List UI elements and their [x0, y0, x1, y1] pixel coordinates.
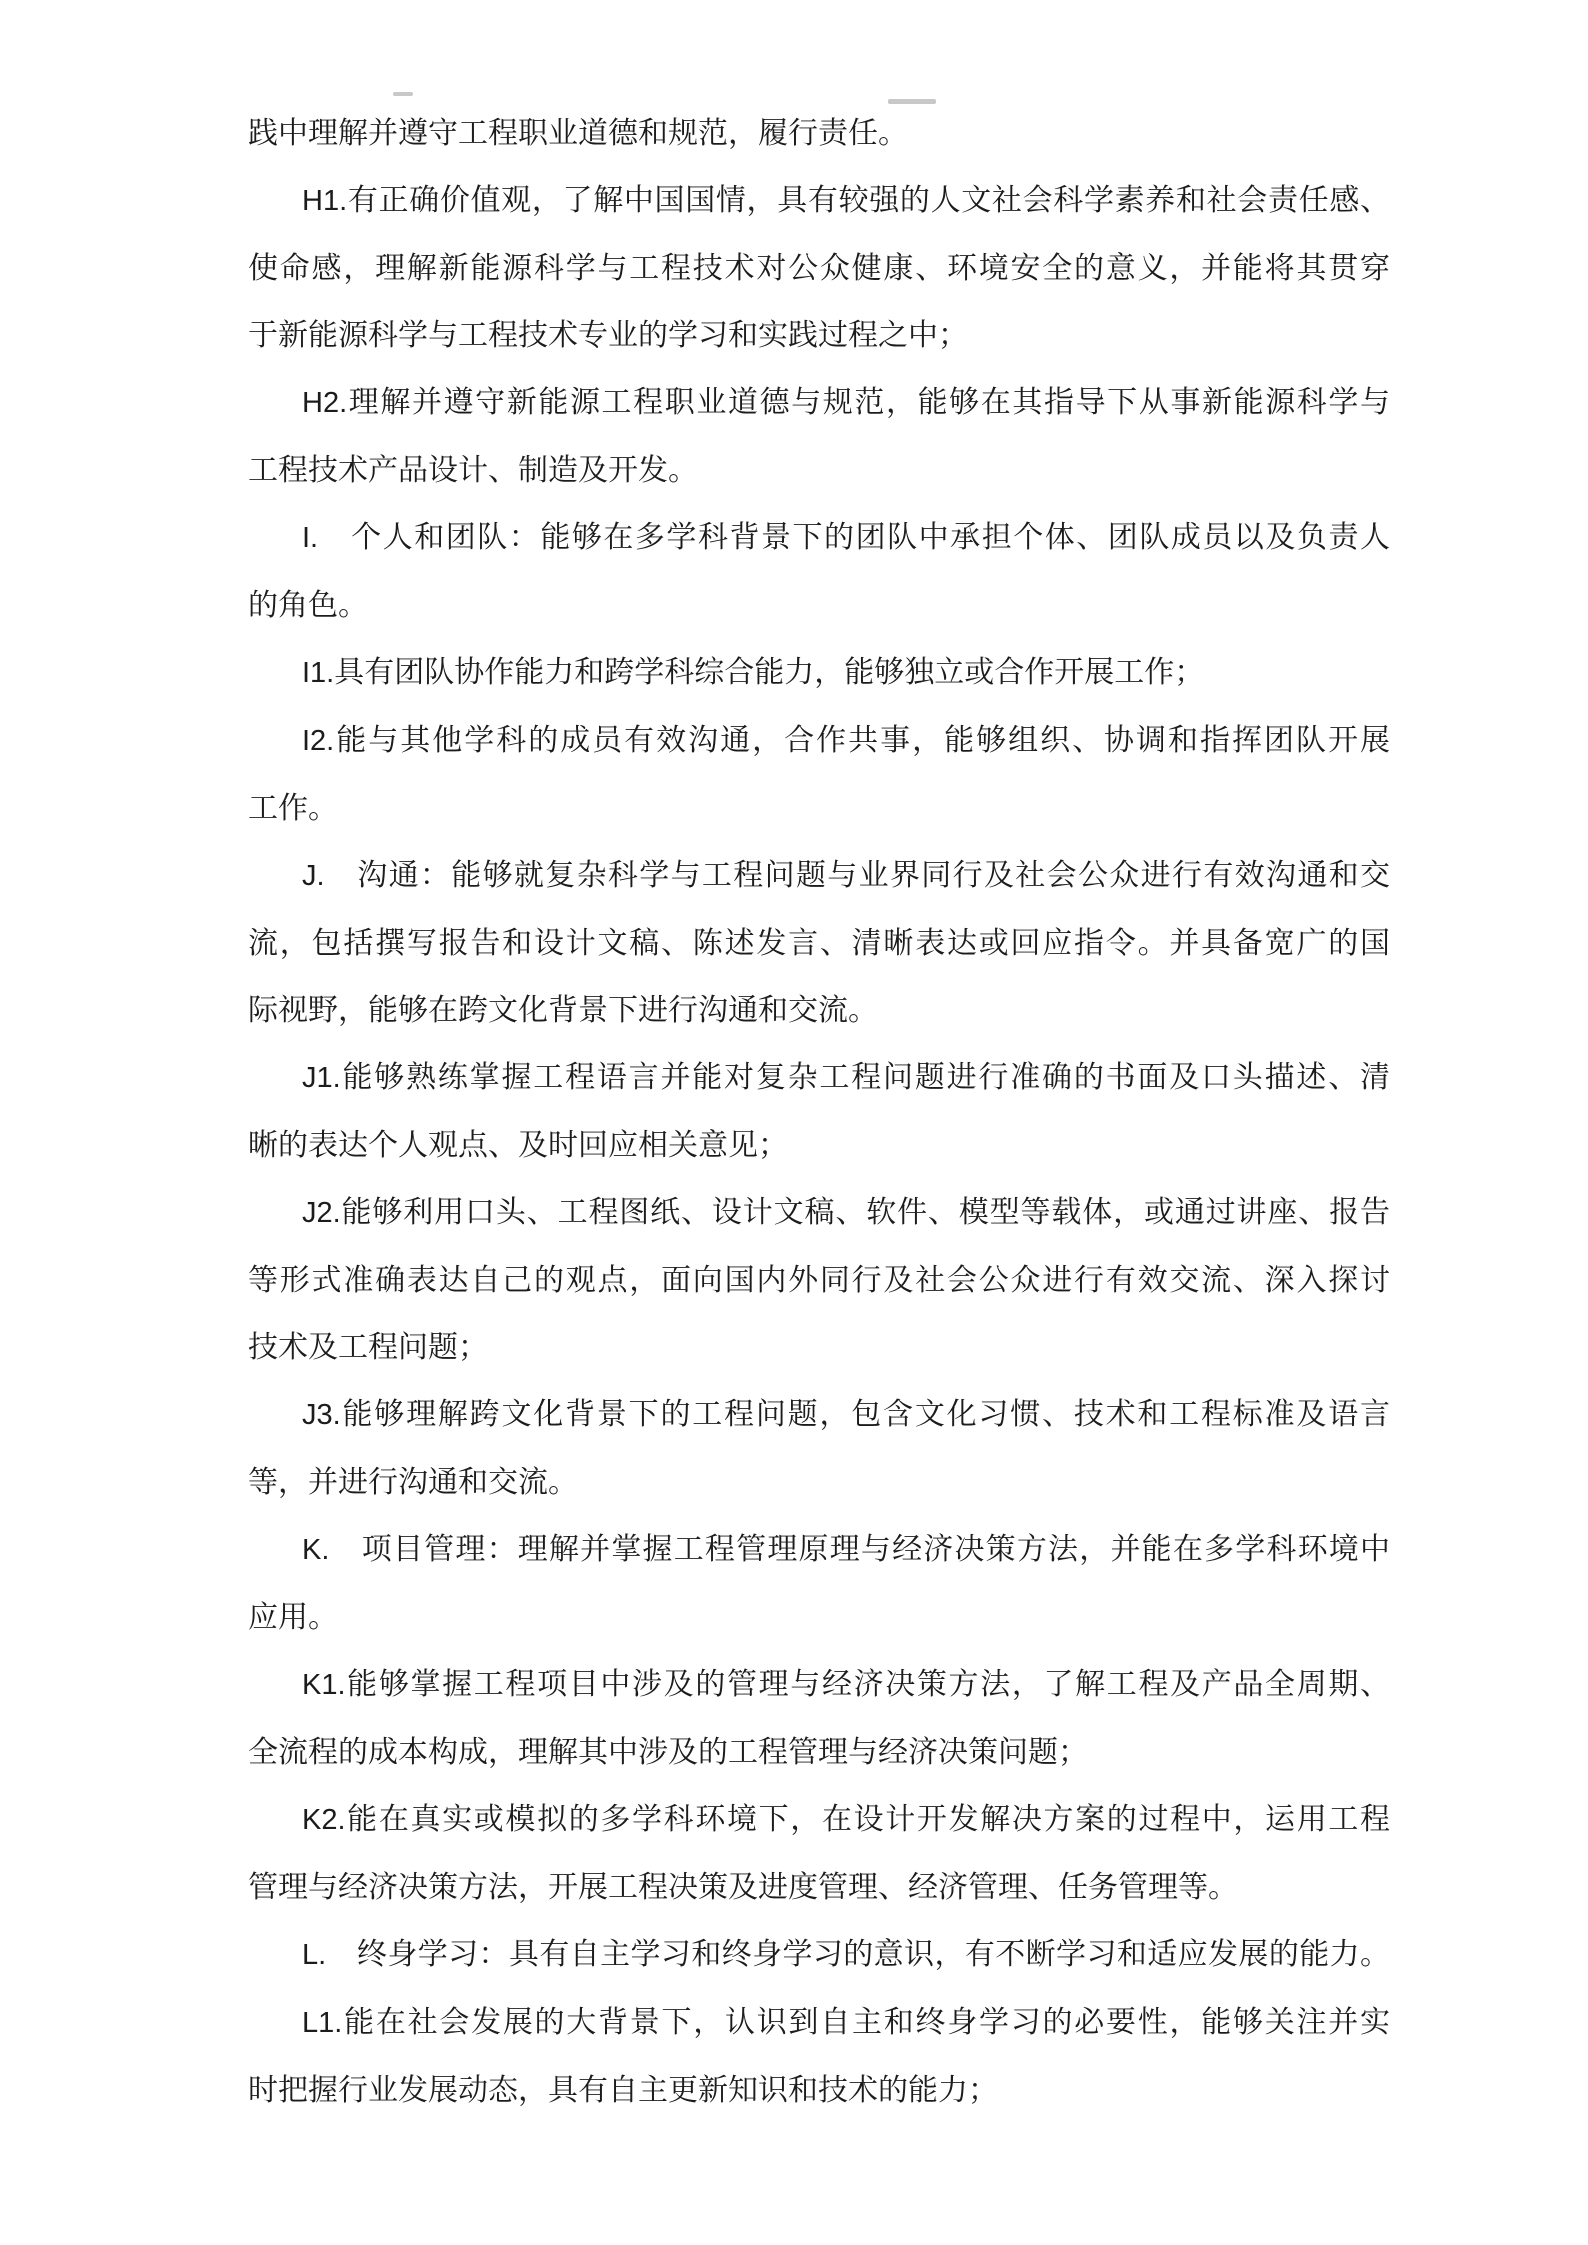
- line-text: 终身学习：具有自主学习和终身学习的意识，有不断学习和适应发展的能力。: [326, 1938, 1390, 1971]
- line-text: 流，包括撰写报告和设计文稿、陈述发言、清晰表达或回应指令。并具备宽广的国: [248, 927, 1390, 960]
- document-line-6: [248, 437, 1390, 504]
- document-line-9: [248, 639, 1390, 707]
- document-line-18: [248, 1247, 1390, 1314]
- line-text: 践中理解并遵守工程职业道德和规范，履行责任。: [248, 117, 908, 150]
- line-text: 于新能源科学与工程技术专业的学习和实践过程之中；: [248, 319, 968, 352]
- line-text: 能够掌握工程项目中涉及的管理与经济决策方法，了解工程及产品全周期、: [345, 1668, 1390, 1701]
- paragraph-marker: J2.: [302, 1197, 341, 1229]
- line-text: 能够熟练掌握工程语言并能对复杂工程问题进行准确的书面及口头描述、清: [340, 1061, 1390, 1094]
- paragraph-marker: I.: [302, 522, 319, 554]
- document-line-2: [248, 167, 1390, 235]
- line-text: 能在真实或模拟的多学科环境下，在设计开发解决方案的过程中，运用工程: [345, 1803, 1390, 1836]
- line-text: 时把握行业发展动态，具有自主更新知识和技术的能力；: [248, 2074, 998, 2107]
- document-line-16: [248, 1112, 1390, 1179]
- document-line-20: [248, 1381, 1390, 1449]
- line-text: 个人和团队：能够在多学科背景下的团队中承担个体、团队成员以及负责人: [318, 521, 1390, 554]
- document-line-12: [248, 842, 1390, 910]
- line-text: 等，并进行沟通和交流。: [248, 1466, 578, 1499]
- paragraph-marker: K2.: [302, 1804, 346, 1836]
- line-text: 应用。: [248, 1601, 338, 1634]
- line-text: 沟通：能够就复杂科学与工程问题与业界同行及社会公众进行有效沟通和交: [324, 859, 1390, 892]
- line-text: 能够利用口头、工程图纸、设计文稿、软件、模型等载体，或通过讲座、报告: [340, 1196, 1390, 1229]
- paragraph-marker: L1.: [302, 2007, 343, 2039]
- paragraph-marker: H2.: [302, 387, 348, 419]
- line-text: 项目管理：理解并掌握工程管理原理与经济决策方法，并能在多学科环境中: [329, 1533, 1390, 1566]
- document-line-7: [248, 504, 1390, 572]
- document-line-3: [248, 235, 1390, 302]
- paragraph-marker: J.: [302, 860, 325, 892]
- document-line-29: [248, 1989, 1390, 2057]
- document-line-30: [248, 2057, 1390, 2124]
- line-text: 有正确价值观，了解中国国情，具有较强的人文社会科学素养和社会责任感、: [347, 184, 1390, 217]
- line-text: 等形式准确表达自己的观点，面向国内外同行及社会公众进行有效交流、深入探讨: [248, 1264, 1390, 1297]
- document-line-15: [248, 1044, 1390, 1112]
- line-text: 工程技术产品设计、制造及开发。: [248, 454, 698, 487]
- line-text: 的角色。: [248, 589, 368, 622]
- document-line-1: [248, 100, 1390, 167]
- document-line-19: [248, 1314, 1390, 1381]
- paragraph-marker: K.: [302, 1534, 330, 1566]
- line-text: 能在社会发展的大背景下，认识到自主和终身学习的必要性，能够关注并实: [342, 2006, 1390, 2039]
- paragraph-marker: I2.: [302, 725, 335, 757]
- paragraph-marker: I1.: [302, 657, 335, 689]
- scan-artifact: [393, 92, 413, 96]
- line-text: 工作。: [248, 792, 338, 825]
- line-text: 能与其他学科的成员有效沟通，合作共事，能够组织、协调和指挥团队开展: [334, 724, 1390, 757]
- paragraph-marker: J1.: [302, 1062, 341, 1094]
- document-line-27: [248, 1854, 1390, 1921]
- document-line-13: [248, 910, 1390, 977]
- document-line-11: [248, 775, 1390, 842]
- paragraph-marker: L.: [302, 1939, 327, 1971]
- line-text: 理解并遵守新能源工程职业道德与规范，能够在其指导下从事新能源科学与: [347, 386, 1390, 419]
- document-line-21: [248, 1449, 1390, 1516]
- document-line-10: [248, 707, 1390, 775]
- document-line-17: [248, 1179, 1390, 1247]
- paragraph-marker: H1.: [302, 185, 348, 217]
- line-text: 全流程的成本构成，理解其中涉及的工程管理与经济决策问题；: [248, 1736, 1088, 1769]
- line-text: 管理与经济决策方法，开展工程决策及进度管理、经济管理、任务管理等。: [248, 1871, 1238, 1904]
- paragraph-marker: J3.: [302, 1399, 341, 1431]
- document-line-5: [248, 369, 1390, 437]
- document-line-28: [248, 1921, 1390, 1989]
- document-line-14: [248, 977, 1390, 1044]
- line-text: 能够理解跨文化背景下的工程问题，包含文化习惯、技术和工程标准及语言: [340, 1398, 1390, 1431]
- document-line-22: [248, 1516, 1390, 1584]
- line-text: 技术及工程问题；: [248, 1331, 488, 1364]
- line-text: 具有团队协作能力和跨学科综合能力，能够独立或合作开展工作；: [334, 656, 1205, 689]
- paragraph-marker: K1.: [302, 1669, 346, 1701]
- line-text: 使命感，理解新能源科学与工程技术对公众健康、环境安全的意义，并能将其贯穿: [248, 252, 1390, 285]
- document-line-4: [248, 302, 1390, 369]
- document-line-24: [248, 1651, 1390, 1719]
- document-body: [248, 100, 1390, 2124]
- document-line-26: [248, 1786, 1390, 1854]
- document-line-23: [248, 1584, 1390, 1651]
- line-text: 际视野，能够在跨文化背景下进行沟通和交流。: [248, 994, 878, 1027]
- line-text: 晰的表达个人观点、及时回应相关意见；: [248, 1129, 788, 1162]
- document-line-8: [248, 572, 1390, 639]
- document-line-25: [248, 1719, 1390, 1786]
